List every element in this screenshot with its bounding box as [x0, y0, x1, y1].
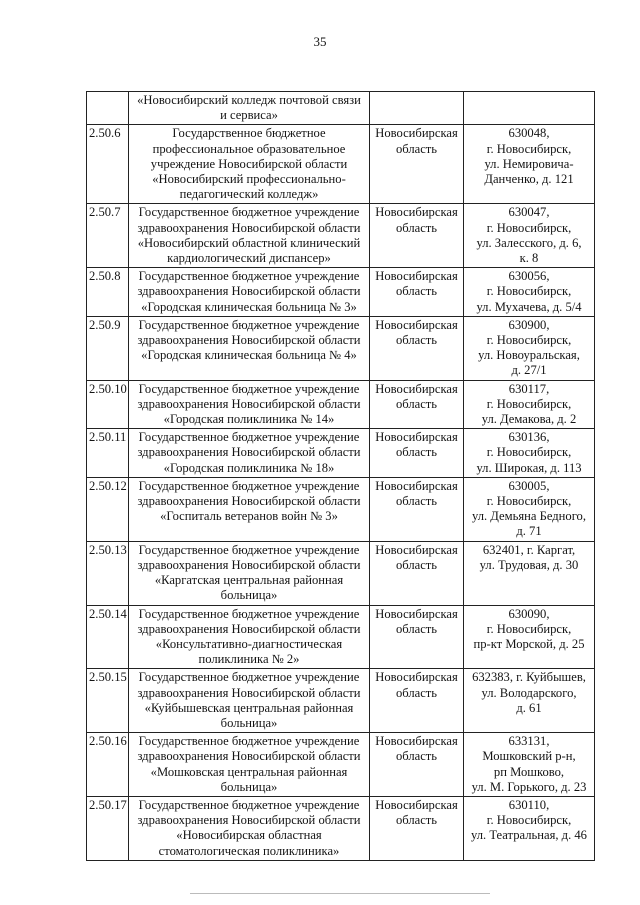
institution-name-line: профессиональное образовательное — [152, 141, 346, 156]
institution-name-cell — [129, 125, 370, 204]
institution-name-line: «Консультативно-диагностическая — [155, 636, 343, 651]
institution-name-cell — [129, 316, 370, 380]
table-row — [87, 605, 595, 669]
region-line: область — [395, 557, 438, 572]
address-line: г. Новосибирск, — [486, 445, 572, 460]
address-cell — [464, 316, 595, 380]
institution-name-line: здравоохранения Новосибирской области — [137, 333, 361, 348]
region-cell — [370, 733, 464, 797]
region-cell — [370, 796, 464, 860]
institution-name-line: «Новосибирский профессионально- — [152, 172, 346, 187]
region-line: Новосибирская — [375, 478, 458, 493]
row-number-cell: 2.50.10 — [87, 380, 129, 429]
region-cell — [370, 669, 464, 733]
institutions-table — [86, 91, 595, 861]
institution-name-line: здравоохранения Новосибирской области — [137, 220, 361, 235]
institution-name-line: Государственное бюджетное учреждение — [138, 478, 360, 493]
institution-name-line: здравоохранения Новосибирской области — [137, 396, 361, 411]
institution-name-line: больница» — [220, 715, 278, 730]
address-cell — [464, 380, 595, 429]
region-line: область — [395, 333, 438, 348]
region-cell — [370, 92, 464, 125]
institution-name-line: Государственное бюджетное — [172, 126, 326, 141]
institution-name-cell — [129, 268, 370, 317]
address-line: ул. Демакова, д. 2 — [481, 412, 577, 427]
region-cell — [370, 204, 464, 268]
institution-name-line: Государственное бюджетное учреждение — [138, 317, 360, 332]
region-line: Новосибирская — [375, 126, 458, 141]
region-line: Новосибирская — [375, 317, 458, 332]
table-row — [87, 477, 595, 541]
address-line: ул. Немировича- — [484, 156, 574, 171]
institution-name-cell — [129, 429, 370, 478]
table-row — [87, 541, 595, 605]
institution-name-line: «Городская клиническая больница № 4» — [141, 348, 357, 363]
address-line: 632401, г. Каргат, — [482, 542, 576, 557]
region-cell — [370, 541, 464, 605]
institution-name-line: больница» — [220, 588, 278, 603]
institution-name-line: поликлиника № 2» — [198, 652, 300, 667]
region-line: Новосибирская — [375, 606, 458, 621]
region-line: Новосибирская — [375, 670, 458, 685]
institution-name-line: «Новосибирский колледж почтовой связи — [137, 93, 361, 107]
institution-name-cell — [129, 477, 370, 541]
scan-edge-line — [190, 893, 490, 894]
institution-name-line: «Куйбышевская центральная районная — [144, 700, 354, 715]
institution-name-line: Государственное бюджетное учреждение — [138, 430, 360, 445]
institution-name-line: здравоохранения Новосибирской области — [137, 749, 361, 764]
row-number-cell: 2.50.14 — [87, 605, 129, 669]
institution-name-line: здравоохранения Новосибирской области — [137, 621, 361, 636]
row-number-cell: 2.50.17 — [87, 796, 129, 860]
region-cell — [370, 477, 464, 541]
row-number-cell: 2.50.15 — [87, 669, 129, 733]
row-number-cell: 2.50.16 — [87, 733, 129, 797]
table-row — [87, 316, 595, 380]
row-number-cell: 2.50.9 — [87, 316, 129, 380]
row-number-cell: 2.50.13 — [87, 541, 129, 605]
address-line: ул. Залесского, д. 6, — [476, 235, 582, 250]
region-line: область — [395, 141, 438, 156]
address-line: г. Новосибирск, — [486, 494, 572, 509]
address-line: Мошковский р-н, — [482, 749, 576, 764]
institution-name-line: здравоохранения Новосибирской области — [137, 813, 361, 828]
table-row — [87, 268, 595, 317]
institution-name-line: «Госпиталь ветеранов войн № 3» — [160, 509, 338, 524]
region-line: область — [395, 396, 438, 411]
address-line: г. Новосибирск, — [486, 333, 572, 348]
region-line: область — [395, 445, 438, 460]
address-line: 630005, — [508, 478, 550, 493]
region-line: область — [395, 685, 438, 700]
address-line: пр-кт Морской, д. 25 — [473, 636, 585, 651]
region-line: область — [395, 494, 438, 509]
address-line: г. Новосибирск, — [486, 396, 572, 411]
address-line: 630048, — [508, 126, 550, 141]
address-line: ул. Театральная, д. 46 — [471, 828, 587, 843]
table-row — [87, 204, 595, 268]
region-line: область — [395, 813, 438, 828]
address-line: ул. Новоуральская, — [478, 348, 580, 363]
address-cell — [464, 605, 595, 669]
region-cell — [370, 429, 464, 478]
region-line: Новосибирская — [375, 797, 458, 812]
address-line: ул. М. Горького, д. 23 — [471, 779, 587, 794]
institution-name-line: Государственное бюджетное учреждение — [138, 734, 360, 749]
institution-name-line: Государственное бюджетное учреждение — [138, 606, 360, 621]
institution-name-line: «Новосибирская областная — [176, 828, 322, 843]
table-row — [87, 669, 595, 733]
address-cell — [464, 541, 595, 605]
address-line: ул. Мухачева, д. 5/4 — [476, 299, 582, 314]
institution-name-cell — [129, 669, 370, 733]
institution-name-line: больница» — [220, 779, 278, 794]
institution-name-cell — [129, 92, 370, 125]
address-line: 632383, г. Куйбышев, — [472, 670, 586, 685]
address-cell — [464, 268, 595, 317]
region-line: Новосибирская — [375, 269, 458, 284]
address-line: 630136, — [508, 430, 550, 445]
address-cell — [464, 796, 595, 860]
institution-name-line: здравоохранения Новосибирской области — [137, 685, 361, 700]
institution-name-line: стоматологическая поликлиника» — [158, 843, 340, 858]
institution-name-line: здравоохранения Новосибирской области — [137, 494, 361, 509]
row-number-cell: 2.50.8 — [87, 268, 129, 317]
address-line: ул. Володарского, — [481, 685, 577, 700]
address-line: г. Новосибирск, — [486, 621, 572, 636]
institution-name-line: кардиологический диспансер» — [167, 251, 331, 266]
region-line: Новосибирская — [375, 430, 458, 445]
region-line: Новосибирская — [375, 542, 458, 557]
address-line: рп Мошково, — [493, 764, 565, 779]
table-row — [87, 429, 595, 478]
address-cell — [464, 429, 595, 478]
institution-name-line: здравоохранения Новосибирской области — [137, 284, 361, 299]
address-line: г. Новосибирск, — [486, 141, 572, 156]
institution-name-line: «Новосибирский областной клинический — [137, 235, 361, 250]
region-line: область — [395, 220, 438, 235]
table-row — [87, 380, 595, 429]
region-line: Новосибирская — [375, 381, 458, 396]
institution-name-cell — [129, 605, 370, 669]
region-line: Новосибирская — [375, 205, 458, 220]
row-number-cell: 2.50.11 — [87, 429, 129, 478]
address-line: Данченко, д. 121 — [484, 172, 574, 187]
region-line: область — [395, 284, 438, 299]
table-row — [87, 92, 595, 125]
institution-name-cell — [129, 796, 370, 860]
address-line: 630090, — [508, 606, 550, 621]
address-line: д. 27/1 — [511, 363, 547, 378]
table-row — [87, 796, 595, 860]
institution-name-line: «Городская клиническая больница № 3» — [141, 299, 357, 314]
row-number-cell: 2.50.12 — [87, 477, 129, 541]
address-line: д. 61 — [516, 700, 542, 715]
address-line: 630056, — [508, 269, 550, 284]
institution-name-cell — [129, 380, 370, 429]
institution-name-line: «Городская поликлиника № 14» — [163, 412, 335, 427]
institution-name-line: «Мошковская центральная районная — [150, 764, 348, 779]
region-cell — [370, 380, 464, 429]
row-number-cell: 2.50.6 — [87, 125, 129, 204]
address-line: г. Новосибирск, — [486, 813, 572, 828]
address-line: 630900, — [508, 317, 550, 332]
institution-name-line: «Городская поликлиника № 18» — [163, 460, 335, 475]
address-line: 630047, — [508, 205, 550, 220]
institution-name-line: «Каргатская центральная районная — [154, 573, 344, 588]
address-cell — [464, 477, 595, 541]
table-row — [87, 733, 595, 797]
institution-name-line: учреждение Новосибирской области — [150, 156, 348, 171]
institution-name-cell — [129, 541, 370, 605]
address-cell — [464, 733, 595, 797]
region-line: область — [395, 749, 438, 764]
row-number-cell — [87, 92, 129, 125]
address-line: ул. Широкая, д. 113 — [476, 460, 582, 475]
institution-name-line: здравоохранения Новосибирской области — [137, 557, 361, 572]
page-number: 35 — [313, 34, 327, 49]
region-cell — [370, 268, 464, 317]
institution-name-line: Государственное бюджетное учреждение — [138, 205, 360, 220]
region-line: область — [395, 621, 438, 636]
institution-name-cell — [129, 733, 370, 797]
address-cell — [464, 204, 595, 268]
institution-name-line: Государственное бюджетное учреждение — [138, 269, 360, 284]
region-line: Новосибирская — [375, 734, 458, 749]
institution-name-line: педагогический колледж» — [179, 187, 319, 202]
address-line: 630117, — [508, 381, 550, 396]
institution-name-line: Государственное бюджетное учреждение — [138, 670, 360, 685]
row-number-cell: 2.50.7 — [87, 204, 129, 268]
institution-name-line: здравоохранения Новосибирской области — [137, 445, 361, 460]
region-cell — [370, 125, 464, 204]
region-cell — [370, 605, 464, 669]
address-cell — [464, 669, 595, 733]
address-line: ул. Демьяна Бедного, — [471, 509, 587, 524]
address-line: д. 71 — [516, 524, 542, 539]
institution-name-line: и сервиса» — [220, 108, 278, 123]
institution-name-cell — [129, 204, 370, 268]
region-cell — [370, 316, 464, 380]
address-line: г. Новосибирск, — [486, 284, 572, 299]
address-cell — [464, 92, 595, 125]
address-line: ул. Трудовая, д. 30 — [479, 557, 579, 572]
institution-name-line: Государственное бюджетное учреждение — [138, 797, 360, 812]
institution-name-line: Государственное бюджетное учреждение — [138, 542, 360, 557]
address-cell — [464, 125, 595, 204]
address-line: г. Новосибирск, — [486, 220, 572, 235]
address-line: к. 8 — [519, 251, 539, 266]
address-line: 630110, — [508, 797, 550, 812]
institution-name-line: Государственное бюджетное учреждение — [138, 381, 360, 396]
address-line: 633131, — [508, 734, 550, 749]
table-row — [87, 125, 595, 204]
